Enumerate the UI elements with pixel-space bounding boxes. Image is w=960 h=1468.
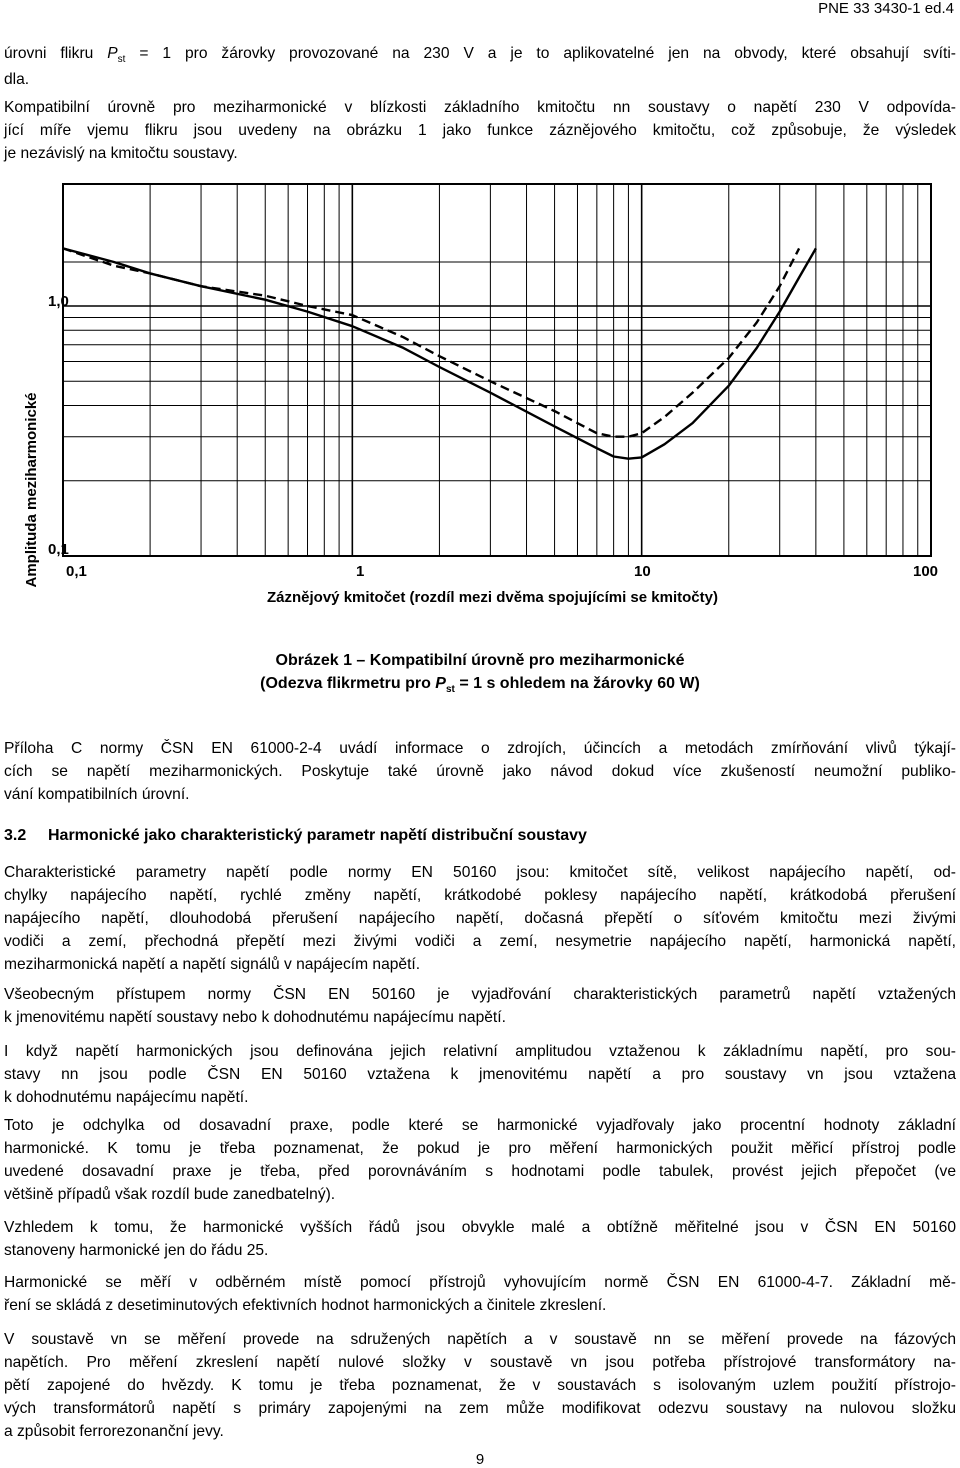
intro-paragraph-1: úrovni flikru $P_{st} = 1$ pro žárovky provozované na 230 V a je to aplikovatelné jen na obvody, které obsahují svíti- dla. [4,45,957,89]
y-tick-1: 1,0 [48,293,69,310]
section-heading [4,827,587,845]
plot-frame [63,184,931,556]
chart-grid [63,184,931,556]
page-number: 9 [475,1451,485,1468]
y-tick-0-1: 0,1 [48,541,69,558]
x-tick-1: 1 [356,563,365,580]
paragraph-higher-orders: Vzhledem k tomu, že harmonické vyšších řádů jsou obvykle malé a obtížně měřitelné jsou v ČSN EN 50160 stanoveny harmonické jen do řádu 25. [4,1219,956,1259]
x-tick-0-1: 0,1 [66,563,87,580]
document-id: PNE 33 3430-1 ed.4 [818,0,954,17]
paragraph-annex-c: Příloha C normy ČSN EN 61000-2-4 uvádí informace o zdrojích, účincích a metodách zmírňování vlivů týkají- cích se napětí meziharmonických. Poskytuje také úrovně jako návod dokud více zkušeností neumožní publiko- vání kompatibilních úrovní. [4,740,956,803]
interharmonic-chart [18,178,948,608]
curve-dashed [63,248,799,436]
paragraph-approach: Všeobecným přístupem normy ČSN EN 50160 je vyjadřování charakteristických parametrů napětí vztažených k jmenovitému napětí soustavy nebo k dohodnutému napájecímu napětí. [4,986,956,1026]
figure-caption: Obrázek 1 – Kompatibilní úrovně pro meziharmonické (Odezva flikrmetru pro $P_{st} = 1$ s ohledem na žárovky 60 W) [260,652,700,696]
paragraph-characteristics: Charakteristické parametry napětí podle normy EN 50160 jsou: kmitočet sítě, velikost napájecího napětí, od- chylky napájecího napětí, rychlé změny napětí, krátkodobé poklesy napájecího napětí, krátkodobá přerušení napájecího napětí, dlouhodobá přerušení napájecího napětí, dočasná přepětí o síťovém kmitočtu mezi živými vodiči a zemí, přechodná přepětí mezi živými vodiči a zemí, nesymetrie napájecího napětí, harmonická napětí, meziharmonická napětí a napětí signálů v napájecím napětí. [4,864,956,973]
paragraph-definition: I když napětí harmonických jsou definována jejich relativní amplitudou vztaženou k základnímu napětí, pro sou- stavy nn jsou podle ČSN EN 50160 vztažena k jmenovitému napětí a pro soustavy vn jsou vztažena k dohodnutému napájecímu napětí. [4,1043,956,1106]
x-axis-label: Záznějový kmitočet (rozdíl mezi dvěma spojujícími se kmitočty) [267,589,718,606]
section-title: Harmonické jako charakteristický parametr napětí distribuční soustavy [48,827,587,844]
intro-paragraph-2: Kompatibilní úrovně pro meziharmonické v blízkosti základního kmitočtu nn soustavy o napětí 230 V odpovída- jící míře vjemu flikru jsou uvedeny na obrázku 1 jako funkce záznějového kmitočtu, což způsobuje, že výsledek je nezávislý na kmitočtu soustavy. [4,99,956,162]
x-tick-10: 10 [634,563,651,580]
x-tick-100: 100 [913,563,939,580]
y-axis-label: Amplituda meziharmonické [23,392,40,588]
paragraph-measurement: Harmonické se měří v odběrném místě pomocí přístrojů vyhovujícím normě ČSN EN 61000-4-7. Základní mě- ření se skládá z desetiminutových efektivních hodnot harmonických a činitele zkreslení. [4,1274,956,1314]
paragraph-practice: Toto je odchylka od dosavadní praxe, podle které se harmonické vyjadřovaly jako procentní hodnoty základní harmonické. K tomu je třeba poznamenat, že pokud je pro měření harmonických použit měřicí přístroj podle uvedené dosavadní praxe je třeba, před porovnáváním s hodnotami podle tabulek, provést jejich přepočet (ve většině případů však rozdíl bude zanedbatelný). [4,1117,956,1203]
section-number: 3.2 [4,827,27,844]
paragraph-mv-lv: V soustavě vn se měření provede na sdružených napětích a v soustavě nn se měření provede na fázových napětích. Pro měření zkreslení napětí nulové složky v soustavě vn jsou potřeba přístrojové transformátory na- pětí zapojené do hvězdy. K tomu je třeba poznamenat, že v soustavách s isolovaným uzlem použití přístrojo- vých transformátorů napětí s primáry zapojenými na zem může modifikovat odezvu soustavy na nulovou složku a způsobit ferrorezonanční jevy. [4,1331,956,1440]
